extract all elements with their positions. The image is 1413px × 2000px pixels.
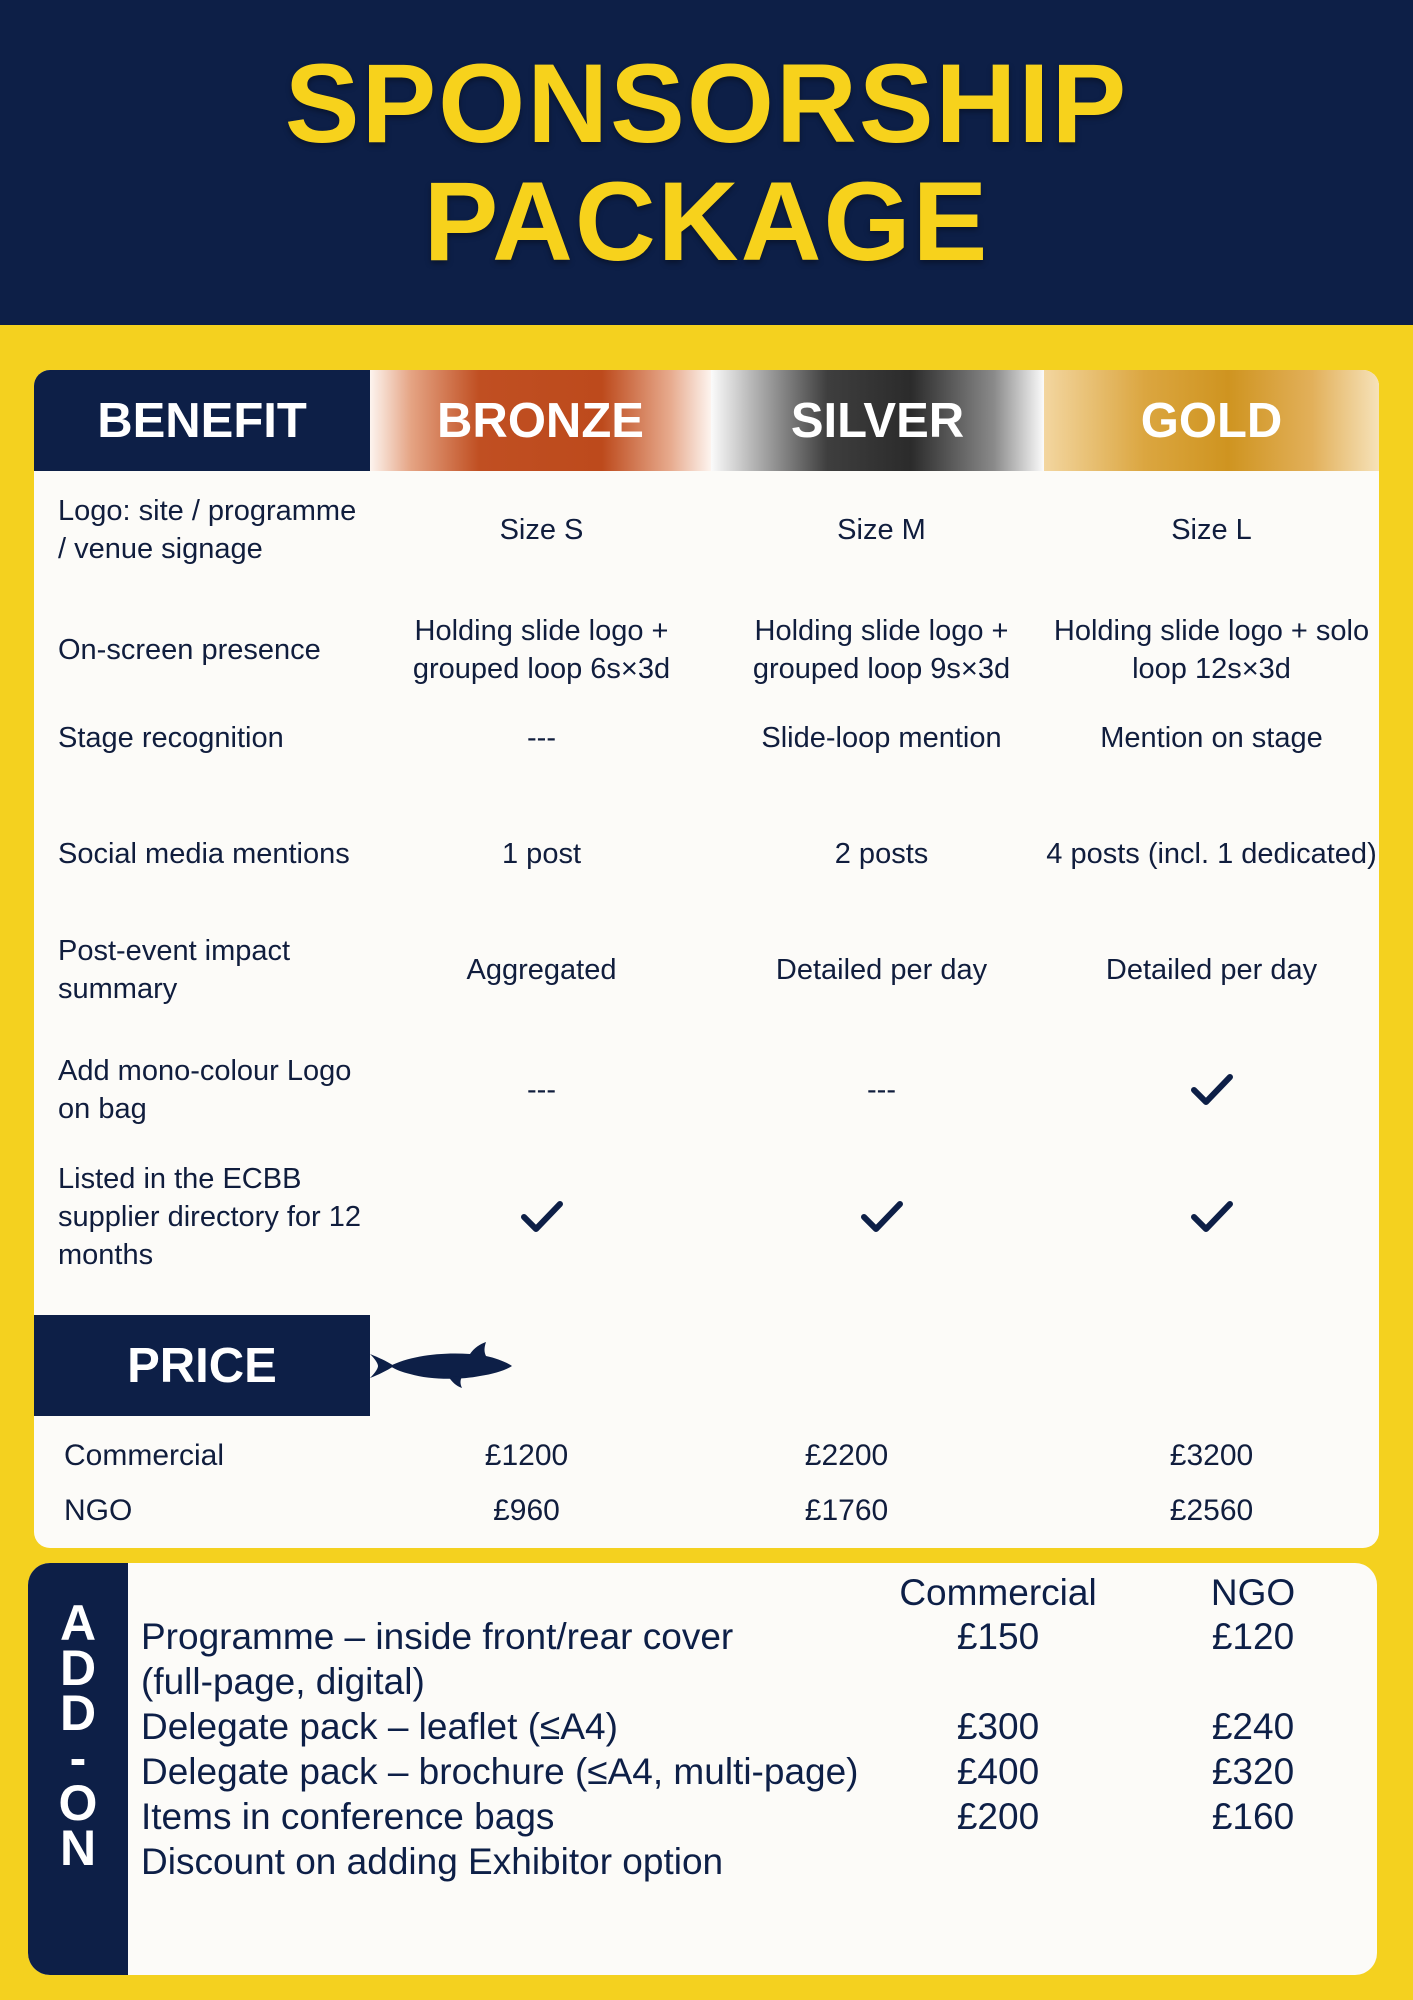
gold-cell: Holding slide logo + solo loop 12s×3d bbox=[1053, 615, 1370, 685]
check-icon bbox=[1190, 1072, 1234, 1108]
addon-item-ngo: £240 bbox=[1211, 1706, 1295, 1747]
addon-card bbox=[28, 1563, 1377, 1975]
gold-cell: 4 posts (incl. 1 dedicated) bbox=[1046, 838, 1377, 870]
table-row bbox=[34, 930, 1379, 1010]
price-label: PRICE bbox=[34, 1315, 370, 1416]
addon-item-commercial: £200 bbox=[956, 1796, 1040, 1837]
silver-cell: Detailed per day bbox=[775, 954, 988, 986]
bronze-cell bbox=[369, 1158, 714, 1276]
benefit-cell: On-screen presence bbox=[58, 634, 321, 666]
addon-item bbox=[28, 1795, 1377, 1839]
addon-item-label: Delegate pack – leaflet (≤A4) bbox=[141, 1706, 618, 1747]
bronze-cell: --- bbox=[527, 722, 556, 754]
header-bronze: BRONZE bbox=[370, 370, 711, 471]
price-row-ngo bbox=[34, 1485, 1379, 1537]
check-icon bbox=[1190, 1199, 1234, 1235]
addon-letter: - bbox=[69, 1730, 87, 1786]
addon-item-commercial: £150 bbox=[956, 1616, 1040, 1657]
price-row-label: NGO bbox=[64, 1494, 133, 1527]
gold-cell bbox=[1039, 1050, 1379, 1130]
price-row-label: Commercial bbox=[64, 1439, 225, 1472]
addon-header-commercial: Commercial bbox=[899, 1572, 1097, 1613]
title-line-2: PACKAGE bbox=[423, 158, 990, 284]
price-gold: £3200 bbox=[1169, 1439, 1254, 1472]
check-icon bbox=[520, 1199, 564, 1235]
addon-item-label: (full-page, digital) bbox=[141, 1661, 425, 1702]
addon-item-label: Items in conference bags bbox=[141, 1796, 555, 1837]
benefit-cell: Logo: site / programme / venue signage bbox=[58, 495, 357, 565]
silver-cell bbox=[709, 1158, 1054, 1276]
price-bronze: £1200 bbox=[484, 1439, 569, 1472]
silver-cell: 2 posts bbox=[834, 838, 929, 870]
addon-item bbox=[28, 1660, 1377, 1704]
gold-cell bbox=[1039, 1158, 1379, 1276]
price-gold: £2560 bbox=[1169, 1494, 1254, 1527]
benefit-cell: Stage recognition bbox=[58, 722, 284, 754]
table-row bbox=[34, 1158, 1379, 1276]
fish-icon bbox=[370, 1340, 516, 1392]
addon-item-label: Programme – inside front/rear cover bbox=[141, 1616, 734, 1657]
header-banner bbox=[0, 0, 1413, 325]
bronze-cell: 1 post bbox=[502, 838, 581, 870]
table-row bbox=[34, 472, 1379, 588]
bronze-cell: Holding slide logo + grouped loop 6s×3d bbox=[412, 615, 671, 685]
addon-item-label: Delegate pack – brochure (≤A4, multi-page) bbox=[141, 1751, 859, 1792]
addon-item-ngo: £160 bbox=[1211, 1796, 1295, 1837]
benefit-cell: Social media mentions bbox=[58, 838, 350, 870]
gold-cell: Detailed per day bbox=[1105, 954, 1318, 986]
addon-header-ngo: NGO bbox=[1210, 1572, 1296, 1613]
price-silver: £1760 bbox=[804, 1494, 889, 1527]
table-row bbox=[34, 610, 1379, 690]
benefit-cell: Add mono-colour Logo on bag bbox=[58, 1055, 352, 1125]
addon-item bbox=[28, 1615, 1377, 1659]
header-benefit: BENEFIT bbox=[34, 370, 370, 471]
addon-item-commercial: £300 bbox=[956, 1706, 1040, 1747]
table-row bbox=[34, 814, 1379, 894]
addon-letter: D bbox=[59, 1640, 97, 1696]
addon-letter: N bbox=[59, 1820, 97, 1876]
gold-cell: Size L bbox=[1171, 514, 1252, 546]
price-row-commercial bbox=[34, 1430, 1379, 1482]
addon-letter: A bbox=[59, 1595, 97, 1651]
header-silver: SILVER bbox=[711, 370, 1044, 471]
addon-item-commercial: £400 bbox=[956, 1751, 1040, 1792]
table-row bbox=[34, 716, 1379, 760]
addon-letter: O bbox=[58, 1775, 98, 1831]
silver-cell: Slide-loop mention bbox=[761, 722, 1002, 754]
benefits-card bbox=[34, 370, 1379, 1548]
addon-letter: D bbox=[59, 1685, 97, 1741]
bronze-cell: --- bbox=[527, 1074, 556, 1106]
title-line-1: SPONSORSHIP bbox=[284, 40, 1129, 166]
price-silver: £2200 bbox=[804, 1439, 889, 1472]
silver-cell: --- bbox=[867, 1074, 896, 1106]
silver-cell: Size M bbox=[837, 514, 926, 546]
table-row bbox=[34, 1050, 1379, 1130]
addon-item-ngo: £120 bbox=[1211, 1616, 1295, 1657]
check-icon bbox=[860, 1199, 904, 1235]
addon-item bbox=[28, 1705, 1377, 1749]
addon-item-label: Discount on adding Exhibitor option bbox=[141, 1841, 724, 1882]
bronze-cell: Size S bbox=[499, 514, 584, 546]
addon-item bbox=[28, 1840, 1377, 1884]
header-gold: GOLD bbox=[1044, 370, 1379, 471]
benefit-cell: Post-event impact summary bbox=[58, 935, 291, 1005]
silver-cell: Holding slide logo + grouped loop 9s×3d bbox=[752, 615, 1011, 685]
addon-item-ngo: £320 bbox=[1211, 1751, 1295, 1792]
benefit-cell: Listed in the ECBB supplier directory for 12 months bbox=[58, 1163, 362, 1271]
bronze-cell: Aggregated bbox=[466, 954, 617, 986]
price-bronze: £960 bbox=[493, 1494, 560, 1527]
gold-cell: Mention on stage bbox=[1100, 722, 1323, 754]
addon-item bbox=[28, 1750, 1377, 1794]
